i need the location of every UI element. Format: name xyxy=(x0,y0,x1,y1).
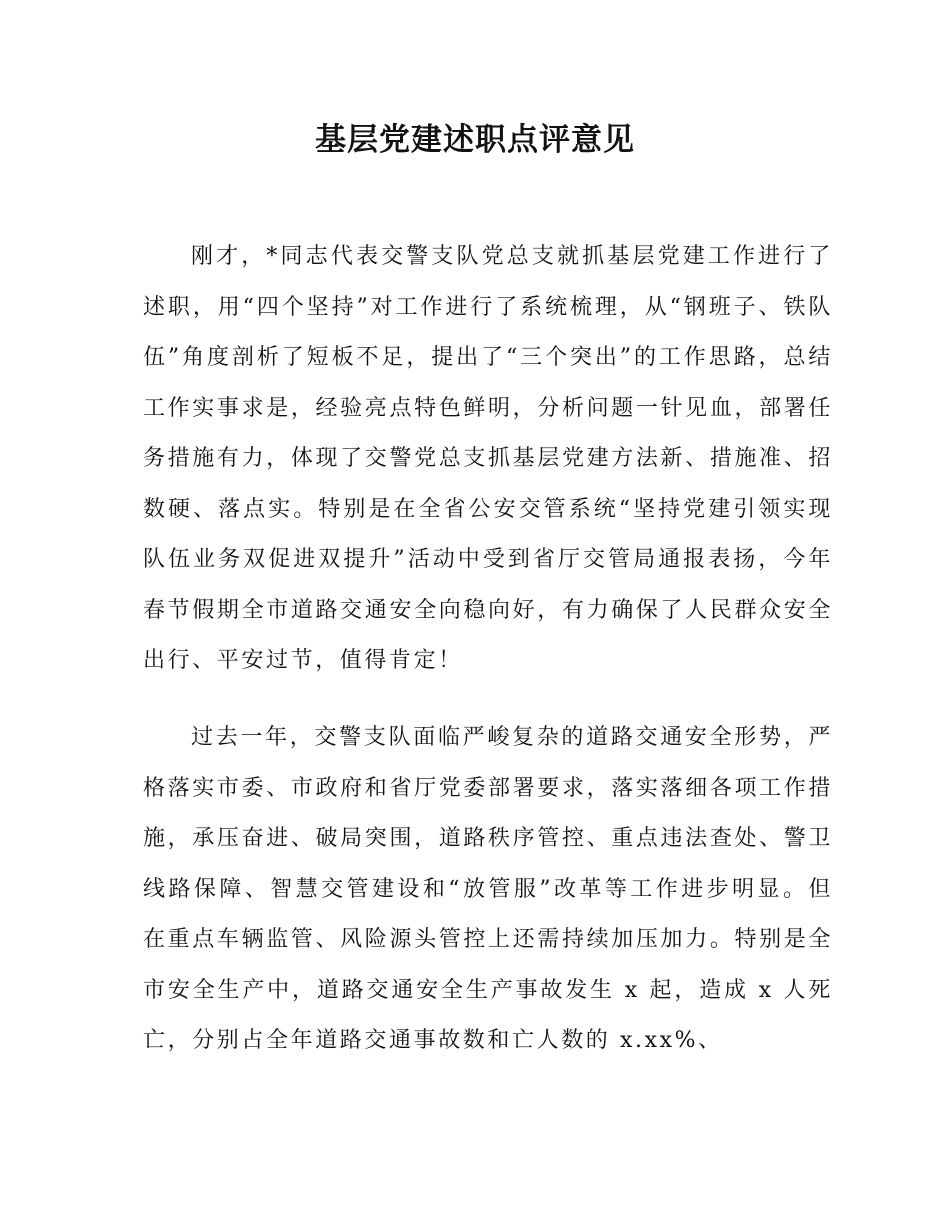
paragraph-review-summary: 刚才，*同志代表交警支队党总支就抓基层党建工作进行了述职，用“四个坚持”对工作进行了系统梳理，从“钢班子、铁队伍”角度剖析了短板不足，提出了“三个突出”的工作思路，总结工作实事求是，经验亮点特色鲜明，分析问题一针见血，部署任务措施有力，体现了交警党总支抓基层党建方法新、措施准、招数硬、落点实。特别是在全省公安交管系统“坚持党建引领实现队伍业务双促进双提升”活动中受到省厅交管局通报表扬，今年春节假期全市道路交通安全向稳向好，有力确保了人民群众安全出行、平安过节，值得肯定！ xyxy=(143,244,833,673)
paragraph-past-year: 过去一年，交警支队面临严峻复杂的道路交通安全形势，严格落实市委、市政府和省厅党委部署要求，落实落细各项工作措施，承压奋进、破局突围，道路秩序管控、重点违法查处、警卫线路保障、智慧交管建设和“放管服”改革等工作进步明显。但在重点车辆监管、风险源头管控上还需持续加压加力。特别是全市安全生产中，道路交通安全生产事故发生 x 起，造成 x 人死亡，分别占全年道路交通事故数和亡人数的 x.xx%、 xyxy=(143,725,833,1053)
document-title: 基层党建述职点评意见 xyxy=(315,122,635,158)
